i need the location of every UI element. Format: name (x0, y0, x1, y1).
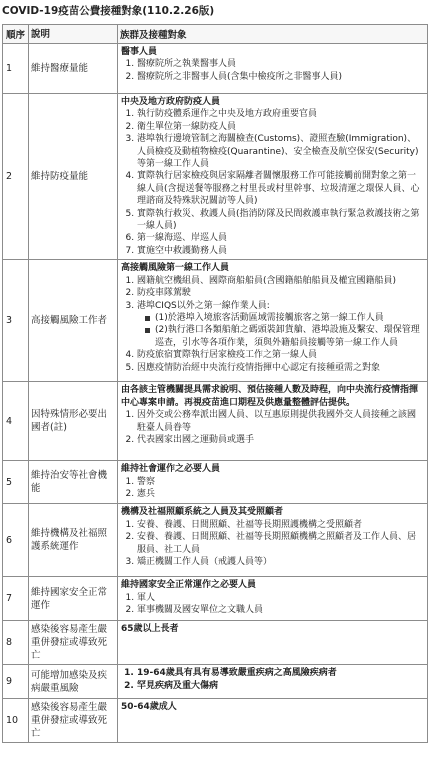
group-item: 1. 19-64歲具有具有易導致嚴重疾病之高風險疾病者 (137, 667, 424, 679)
group-title: 50-64歲成人 (121, 702, 177, 713)
group-subitem: (2)執行港口各類船舶之碼頭裝卸貨艙、港埠設施及繫安、環保管理巡查，引水等各項作業，須與外籍船員接觸等第一線工作人員 (155, 324, 424, 349)
row-groups (118, 382, 428, 461)
table-row (3, 577, 428, 621)
row-number: 4 (3, 382, 29, 461)
row-description: 因特殊情形必要出國者(註) (29, 382, 118, 461)
group-item: 2. 安養、養護、日間照顧、社福等長期照顧機構之照顧者及工作人員、居服員、社工人員 (137, 531, 424, 556)
table-row (3, 260, 428, 382)
group-item: 7. 實施空中救護勤務人員 (137, 245, 424, 257)
row-groups (118, 44, 428, 94)
group-item: 2. 罕見疾病及重大傷病 (137, 680, 424, 692)
group-item (137, 300, 424, 350)
table-row (3, 461, 428, 504)
row-groups (118, 94, 428, 260)
table-row (3, 504, 428, 577)
row-description: 高接觸風險工作者 (29, 260, 118, 382)
group-item: 4. 防疫旅宿實際執行居家檢疫工作之第一線人員 (137, 349, 424, 361)
table-row (3, 94, 428, 260)
group-title: 由各該主管機關提具需求說明、預估接種人數及時程，向中央流行疫情指揮中心專案申請。再視疫苗進口期程及供應量整體評估提供。 (121, 385, 419, 408)
row-groups (118, 260, 428, 382)
group-item: 2. 憲兵 (137, 488, 424, 500)
group-item-list (121, 476, 424, 501)
row-groups (118, 665, 428, 699)
group-item-list (121, 592, 424, 617)
group-title: 醫事人員 (121, 47, 158, 57)
group-item: 1. 警察 (137, 476, 424, 488)
row-description: 維持機構及社福照護系統運作 (29, 504, 118, 577)
row-number: 9 (3, 665, 29, 699)
group-item: 3. 港埠執行邊境管制之海關檢查(Customs)、證照查驗(Immigration)、人員檢疫及動植物檢疫(Quarantine)、安全檢查及航空保安(Security)等第一線工作人員 (137, 133, 424, 170)
group-item: 6. 第一線海巡、岸巡人員 (137, 232, 424, 244)
row-description: 維持醫療量能 (29, 44, 118, 94)
row-number: 5 (3, 461, 29, 504)
group-item-list (121, 667, 424, 692)
row-description: 可能增加感染及疾病嚴重風險 (29, 665, 118, 699)
group-item: 4. 實際執行居家檢疫與居家隔離者關懷服務工作可能接觸前開對象之第一線人員(含提送餐等服務之村里長或村里幹事、垃圾清運之環保人員、心理諮商及特殊狀況關訪等人員) (137, 170, 424, 207)
group-item: 2. 代表國家出國之運動員或選手 (137, 434, 424, 446)
group-item-list (121, 409, 424, 446)
row-description: 感染後容易產生嚴重併發症或導致死亡 (29, 699, 118, 743)
group-item: 2. 衛生單位第一線防疫人員 (137, 121, 424, 133)
group-item-list (121, 275, 424, 374)
row-groups (118, 699, 428, 743)
group-item: 1. 醫療院所之執業醫事人員 (137, 58, 424, 70)
group-item-list (121, 108, 424, 257)
group-item: 5. 實際執行救災、救護人員(指消防隊及民間救護車執行緊急救護技術之第一線人員) (137, 208, 424, 233)
row-description: 維持治安等社會機能 (29, 461, 118, 504)
group-title: 中央及地方政府防疫人員 (121, 97, 221, 107)
row-groups (118, 504, 428, 577)
group-title: 65歲以上長者 (121, 624, 179, 635)
group-title: 高接觸風險第一線工作人員 (121, 263, 230, 274)
table-row (3, 665, 428, 699)
group-item: 1. 國籍航空機組員、國際商船船員(含國籍船舶船員及權宜國籍船員) (137, 275, 424, 287)
column-header-groups: 族群及接種對象 (118, 25, 428, 44)
group-item: 1. 軍人 (137, 592, 424, 604)
column-header-description: 說明 (29, 25, 118, 44)
group-item: 1. 安養、養護、日間照顧、社福等長期照護機構之受照顧者 (137, 519, 424, 531)
group-item: 2. 醫療院所之非醫事人員(含集中檢疫所之非醫事人員) (137, 71, 424, 83)
row-number: 2 (3, 94, 29, 260)
row-description: 維持防疫量能 (29, 94, 118, 260)
group-item: 2. 防疫車隊駕駛 (137, 287, 424, 299)
table-header-row (3, 25, 428, 44)
row-groups (118, 577, 428, 621)
table-row (3, 699, 428, 743)
row-number: 3 (3, 260, 29, 382)
table-row (3, 382, 428, 461)
row-number: 1 (3, 44, 29, 94)
column-header-order: 順序 (3, 25, 29, 44)
group-title: 維持社會運作之必要人員 (121, 464, 221, 475)
group-subitem: (1)於港埠入境旅客活動區域需接觸旅客之第一線工作人員 (155, 312, 424, 324)
page-title: COVID-19疫苗公費接種對象(110.2.26版) (2, 5, 215, 17)
group-item: 5. 因應疫情防治經中央流行疫情指揮中心認定有接種亟需之對象 (137, 362, 424, 374)
vaccine-priority-table (2, 24, 428, 743)
group-item-list (121, 58, 424, 83)
row-number: 7 (3, 577, 29, 621)
row-groups (118, 621, 428, 665)
group-subitem-list (137, 312, 424, 349)
group-item-list (121, 519, 424, 569)
row-number: 10 (3, 699, 29, 743)
group-title: 機構及社福照顧系統之人員及其受照顧者 (121, 507, 284, 518)
row-description: 感染後容易產生嚴重併發症或導致死亡 (29, 621, 118, 665)
row-groups (118, 461, 428, 504)
table-row (3, 44, 428, 94)
group-item-text: 港埠CIQS以外之第一線作業人員: (137, 300, 270, 311)
group-item: 1. 因外交或公務奉派出國人員、以互惠原則提供我國外交人員接種之該國駐臺人員眷等 (137, 409, 424, 434)
row-number: 6 (3, 504, 29, 577)
row-description: 維持國家安全正常運作 (29, 577, 118, 621)
group-item: 2. 軍事機關及國安單位之文職人員 (137, 604, 424, 616)
row-number: 8 (3, 621, 29, 665)
group-item: 1. 執行防疫體系運作之中央及地方政府重要官員 (137, 108, 424, 120)
group-title: 維持國家安全正常運作之必要人員 (121, 580, 257, 591)
group-item: 3. 矯正機關工作人員（戒護人員等） (137, 556, 424, 568)
table-row (3, 621, 428, 665)
